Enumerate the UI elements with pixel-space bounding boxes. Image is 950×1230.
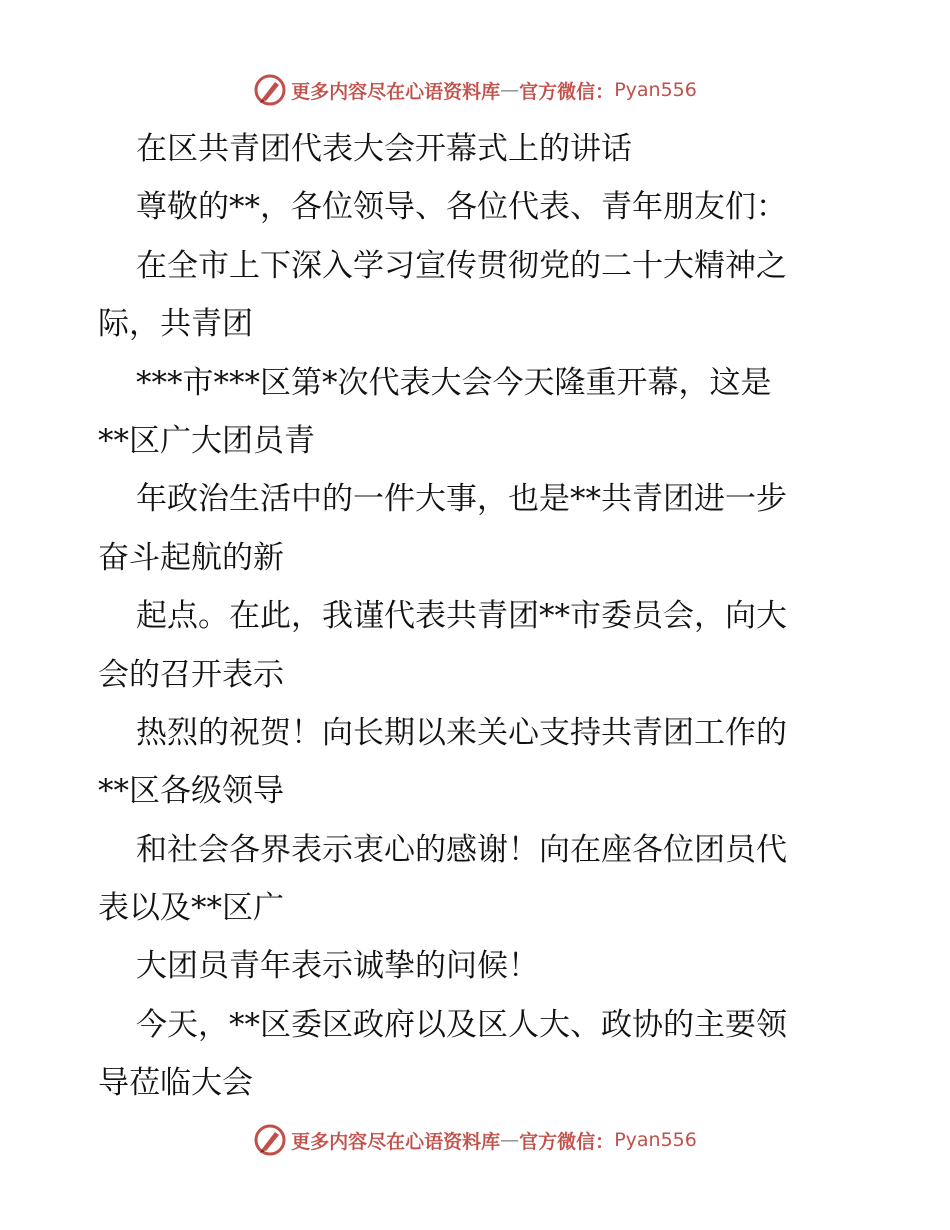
paragraph-line: 奋斗起航的新 bbox=[98, 539, 284, 576]
watermark-site-text: 更多内容尽在心语资料库 bbox=[291, 1130, 501, 1153]
paragraph-line: 导莅临大会 bbox=[98, 1065, 253, 1102]
paragraph-line: 会的召开表示 bbox=[98, 656, 284, 693]
paragraph-line: 今天，**区委区政府以及区人大、政协的主要领 bbox=[136, 1006, 787, 1043]
pen-logo-icon bbox=[253, 1123, 287, 1157]
paragraph-line: 表以及**区广 bbox=[98, 890, 284, 927]
watermark-dash: — bbox=[500, 79, 520, 101]
paragraph-line: 年政治生活中的一件大事，也是**共青团进一步 bbox=[136, 481, 787, 518]
paragraph-line: 热烈的祝贺！向长期以来关心支持共青团工作的 bbox=[136, 714, 787, 751]
speech-title: 在区共青团代表大会开幕式上的讲话 bbox=[136, 131, 632, 167]
pen-logo-icon bbox=[253, 73, 287, 107]
watermark-wechat-label: 官方微信： bbox=[519, 1130, 615, 1153]
speech-body bbox=[98, 120, 858, 1113]
paragraph-line: 在全市上下深入学习宣传贯彻党的二十大精神之 bbox=[136, 247, 787, 284]
watermark-wechat-id: Pyan556 bbox=[614, 79, 697, 101]
paragraph-line: **区各级领导 bbox=[98, 773, 284, 810]
watermark-wechat-label: 官方微信： bbox=[519, 80, 615, 103]
watermark-site-text: 更多内容尽在心语资料库 bbox=[291, 80, 501, 103]
header-watermark bbox=[0, 70, 950, 110]
paragraph-line: **区广大团员青 bbox=[98, 422, 315, 459]
footer-watermark bbox=[0, 1120, 950, 1160]
watermark-dash: — bbox=[500, 1129, 520, 1151]
paragraph-line: 际，共青团 bbox=[98, 306, 253, 343]
paragraph-line: 和社会各界表示衷心的感谢！向在座各位团员代 bbox=[136, 831, 787, 868]
watermark-wechat-id: Pyan556 bbox=[614, 1129, 697, 1151]
paragraph-line: 大团员青年表示诚挚的问候！ bbox=[136, 948, 539, 985]
paragraph-line: 起点。在此，我谨代表共青团**市委员会，向大 bbox=[136, 598, 787, 635]
paragraph-line: ***市***区第*次代表大会今天隆重开幕，这是 bbox=[136, 364, 772, 401]
salutation: 尊敬的**，各位领导、各位代表、青年朋友们： bbox=[136, 189, 787, 226]
